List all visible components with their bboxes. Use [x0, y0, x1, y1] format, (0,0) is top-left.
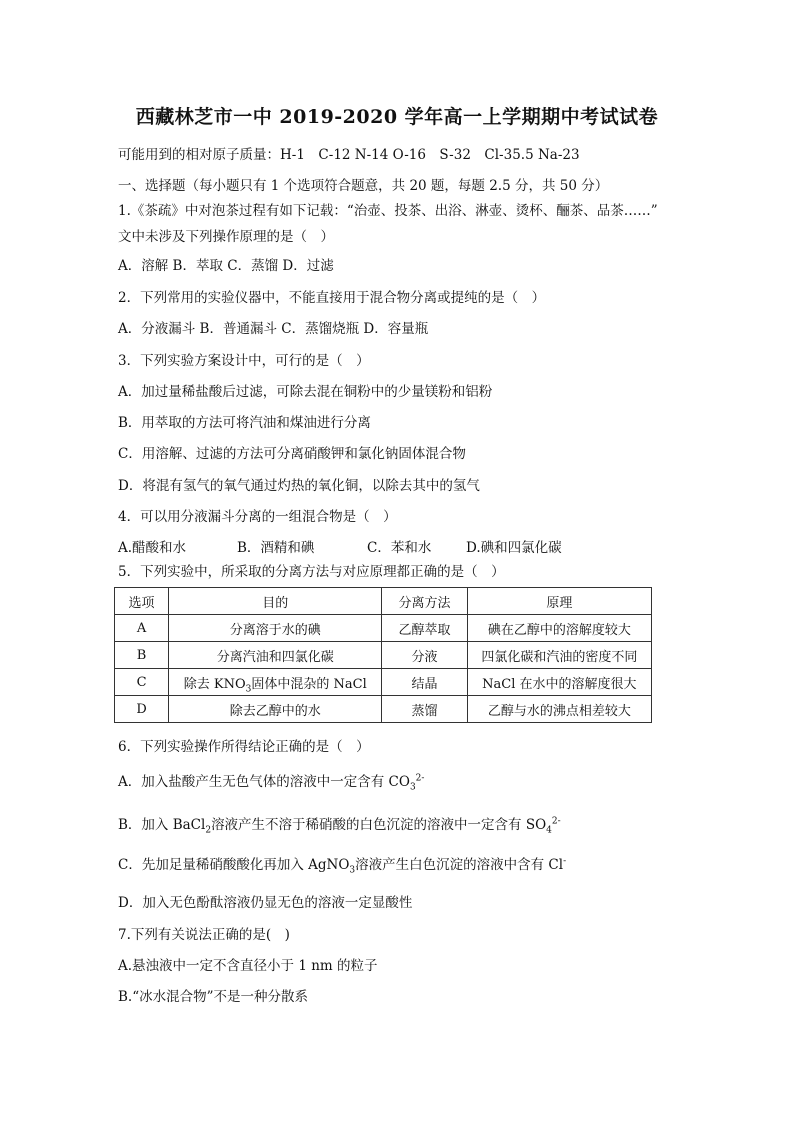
table-row: [115, 669, 652, 696]
q3-option-a: A．加过量稀盐酸后过滤，可除去混在铜粉中的少量镁粉和铝粉: [118, 384, 493, 400]
table-header-row: [115, 588, 652, 615]
header-goal: 目的: [169, 588, 382, 615]
q3-stem: 3．下列实验方案设计中，可行的是（ ）: [118, 353, 370, 369]
row-method: 分液: [382, 642, 467, 669]
row-goal: 除去 $KNO_3$固体中混杂的 NaCl: [169, 669, 382, 696]
q4-option-b: B．酒精和碘: [237, 540, 315, 556]
q4-option-d: D.碘和四氯化碳: [466, 540, 562, 556]
row-option: B: [115, 642, 169, 669]
q3-option-c: C．用溶解、过滤的方法可分离硝酸钾和氯化钠固体混合物: [118, 446, 466, 462]
row-principle: 乙醇与水的沸点相差较大: [467, 696, 651, 723]
table-row: [115, 696, 652, 723]
row-option: D: [115, 696, 169, 723]
q7-stem: 7.下列有关说法正确的是( ): [118, 927, 290, 943]
q6-option-c: C．先加足量稀硝酸酸化再加入 AgNO$_3$溶液产生白色沉淀的溶液中含有 Cl-: [118, 856, 567, 876]
exam-title: 西藏林芝市一中 2019-2020 学年高一上学期期中考试试卷: [135, 106, 659, 128]
row-principle: 碘在乙醇中的溶解度较大: [467, 615, 651, 642]
section-header: 一、选择题（每小题只有 1 个选项符合题意，共 20 题，每题 2.5 分，共 50 分）: [118, 178, 609, 194]
row-option: A: [115, 615, 169, 642]
q1-options: A．溶解 B．萃取 C．蒸馏 D．过滤: [118, 258, 334, 274]
row-method: 乙醇萃取: [382, 615, 467, 642]
q7-option-a: A.悬浊液中一定不含直径小于 1 nm 的粒子: [118, 958, 378, 974]
row-goal: 除去乙醇中的水: [169, 696, 382, 723]
table-row: [115, 642, 652, 669]
atomic-mass-note: 可能用到的相对原子质量：H-1 C-12 N-14 O-16 S-32 Cl-35.5 Na-23: [118, 147, 580, 163]
header-option: 选项: [115, 588, 169, 615]
row-method: 结晶: [382, 669, 467, 696]
q7-option-b: B.“冰水混合物”不是一种分散系: [118, 989, 309, 1005]
q6-option-b: B．加入 BaCl$_2$溶液产生不溶于稀硝酸的白色沉淀的溶液中一定含有 $SO_4^{2-}$: [118, 816, 561, 836]
q1-stem-line1: 1.《茶疏》中对泡茶过程有如下记载：“治壶、投茶、出浴、淋壶、烫杯、酾茶、品茶……”: [118, 203, 658, 219]
row-option: C: [115, 669, 169, 696]
row-method: 蒸馏: [382, 696, 467, 723]
q1-stem-line2: 文中未涉及下列操作原理的是（ ）: [118, 229, 334, 245]
row-goal: 分离汽油和四氯化碳: [169, 642, 382, 669]
q2-stem: 2．下列常用的实验仪器中，不能直接用于混合物分离或提纯的是（ ）: [118, 290, 546, 306]
q3-option-d: D．将混有氢气的氧气通过灼热的氧化铜，以除去其中的氢气: [118, 478, 480, 494]
q4-option-c: C．苯和水: [367, 540, 432, 556]
q2-options: A．分液漏斗 B．普通漏斗 C．蒸馏烧瓶 D．容量瓶: [118, 321, 429, 337]
row-principle: NaCl 在水中的溶解度很大: [467, 669, 651, 696]
q4-stem: 4．可以用分液漏斗分离的一组混合物是（ ）: [118, 509, 397, 525]
header-principle: 原理: [467, 588, 651, 615]
table-row: [115, 615, 652, 642]
q6-stem: 6．下列实验操作所得结论正确的是（ ）: [118, 739, 370, 755]
separation-table: [114, 587, 652, 723]
row-principle: 四氯化碳和汽油的密度不同: [467, 642, 651, 669]
row-goal: 分离溶于水的碘: [169, 615, 382, 642]
q6-option-d: D．加入无色酚酞溶液仍显无色的溶液一定显酸性: [118, 895, 413, 911]
q6-option-a: A．加入盐酸产生无色气体的溶液中一定含有 $CO_3^{2-}$: [118, 773, 425, 793]
q5-stem: 5．下列实验中，所采取的分离方法与对应原理都正确的是（ ）: [118, 564, 505, 580]
q3-option-b: B．用萃取的方法可将汽油和煤油进行分离: [118, 415, 371, 431]
header-method: 分离方法: [382, 588, 467, 615]
q4-option-a: A.醋酸和水: [118, 540, 187, 556]
